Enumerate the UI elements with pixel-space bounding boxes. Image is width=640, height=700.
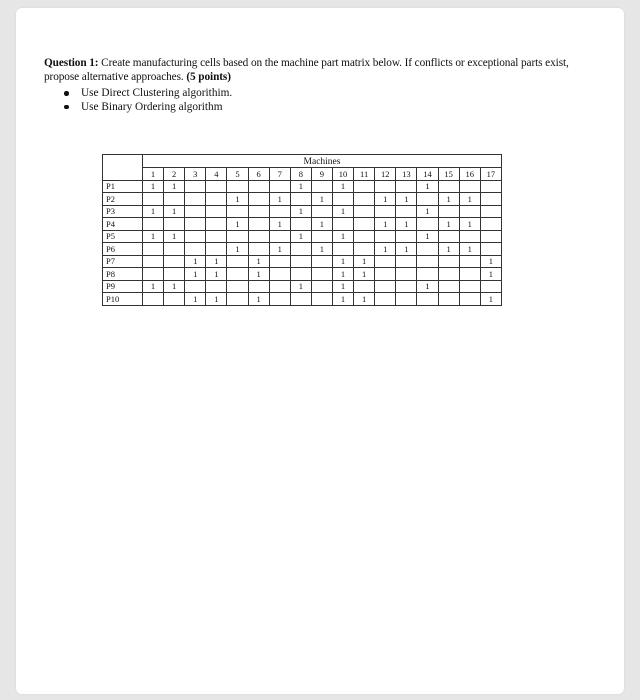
matrix-cell (269, 205, 290, 218)
matrix-cell: 1 (248, 293, 269, 306)
machine-number: 7 (269, 168, 290, 181)
matrix-cell (227, 230, 248, 243)
machine-number: 14 (417, 168, 438, 181)
matrix-cell: 1 (459, 243, 480, 256)
matrix-cell (396, 280, 417, 293)
matrix-cell (396, 293, 417, 306)
matrix-cell (185, 205, 206, 218)
part-label: P7 (103, 255, 143, 268)
matrix-cell (396, 255, 417, 268)
machine-number: 17 (480, 168, 501, 181)
matrix-cell (206, 218, 227, 231)
matrix-cell: 1 (290, 205, 311, 218)
matrix-cell: 1 (417, 230, 438, 243)
part-label: P3 (103, 205, 143, 218)
matrix-cell (396, 230, 417, 243)
matrix-cell (311, 293, 332, 306)
matrix-cell (311, 255, 332, 268)
matrix-cell: 1 (185, 268, 206, 281)
machine-number: 2 (164, 168, 185, 181)
matrix-cell: 1 (164, 180, 185, 193)
matrix-cell: 1 (396, 193, 417, 206)
matrix-cell: 1 (227, 243, 248, 256)
matrix-cell (375, 180, 396, 193)
bullet-icon (64, 91, 69, 96)
matrix-cell (143, 255, 164, 268)
matrix-cell (375, 293, 396, 306)
matrix-cell (206, 280, 227, 293)
matrix-cell (459, 180, 480, 193)
matrix-cell (438, 255, 459, 268)
matrix-cell (185, 230, 206, 243)
matrix-cell (290, 193, 311, 206)
matrix-cell (459, 268, 480, 281)
matrix-cell (311, 280, 332, 293)
matrix-cell (354, 230, 375, 243)
question-points: (5 points) (186, 71, 231, 83)
matrix-cell: 1 (375, 243, 396, 256)
matrix-cell (311, 205, 332, 218)
matrix-cell (417, 243, 438, 256)
table-row (103, 205, 502, 218)
matrix-cell (227, 268, 248, 281)
matrix-cell (227, 180, 248, 193)
matrix-cell (164, 268, 185, 281)
matrix-cell (332, 218, 353, 231)
matrix-cell (290, 218, 311, 231)
machine-number: 3 (185, 168, 206, 181)
matrix-cell: 1 (438, 193, 459, 206)
matrix-cell (438, 180, 459, 193)
question-label: Question 1: (44, 57, 99, 69)
matrix-cell: 1 (354, 293, 375, 306)
matrix-cell (206, 180, 227, 193)
matrix-cell (269, 280, 290, 293)
bullet-icon (64, 105, 69, 110)
matrix-cell (143, 268, 164, 281)
matrix-cell: 1 (354, 268, 375, 281)
matrix-cell: 1 (311, 193, 332, 206)
machine-number: 10 (332, 168, 353, 181)
list-item-text: Use Direct Clustering algorithim. (81, 87, 233, 99)
matrix-cell: 1 (332, 230, 353, 243)
matrix-cell (417, 255, 438, 268)
matrix-cell: 1 (143, 180, 164, 193)
matrix-cell: 1 (354, 255, 375, 268)
machine-number: 5 (227, 168, 248, 181)
matrix-cell: 1 (185, 293, 206, 306)
question-body: Create manufacturing cells based on the machine part matrix below. If conflicts or exceptional parts exist, propose alternative approaches. (44, 57, 569, 83)
matrix-cell (354, 193, 375, 206)
matrix-cell: 1 (332, 280, 353, 293)
matrix-cell (417, 268, 438, 281)
matrix-cell (311, 268, 332, 281)
matrix-cell (480, 180, 501, 193)
matrix-cell (143, 293, 164, 306)
table-row (103, 180, 502, 193)
machine-number: 11 (354, 168, 375, 181)
matrix-cell: 1 (480, 293, 501, 306)
matrix-cell: 1 (290, 280, 311, 293)
matrix-cell: 1 (480, 268, 501, 281)
matrix-cell (206, 243, 227, 256)
part-label: P4 (103, 218, 143, 231)
matrix-cell: 1 (480, 255, 501, 268)
matrix-cell (248, 280, 269, 293)
machines-header: Machines (143, 155, 502, 168)
matrix-cell: 1 (206, 293, 227, 306)
matrix-cell: 1 (206, 255, 227, 268)
matrix-cell: 1 (417, 180, 438, 193)
matrix-cell (438, 293, 459, 306)
table-row (103, 218, 502, 231)
matrix-cell (354, 218, 375, 231)
matrix-cell (206, 193, 227, 206)
matrix-cell (164, 293, 185, 306)
matrix-cell (480, 193, 501, 206)
matrix-cell (459, 293, 480, 306)
matrix-cell (185, 218, 206, 231)
matrix-cell (480, 230, 501, 243)
matrix-cell (480, 205, 501, 218)
matrix-cell (143, 193, 164, 206)
matrix-cell (375, 280, 396, 293)
matrix-cell (354, 280, 375, 293)
matrix-cell (438, 268, 459, 281)
matrix-cell: 1 (185, 255, 206, 268)
matrix-cell: 1 (164, 205, 185, 218)
matrix-cell (227, 293, 248, 306)
matrix-cell (311, 180, 332, 193)
machine-number: 16 (459, 168, 480, 181)
table-row (103, 280, 502, 293)
matrix-cell (164, 255, 185, 268)
matrix-cell (375, 205, 396, 218)
part-label: P9 (103, 280, 143, 293)
matrix-cell (438, 280, 459, 293)
matrix-cell (185, 193, 206, 206)
matrix-cell: 1 (143, 230, 164, 243)
matrix-cell: 1 (438, 243, 459, 256)
matrix-cell: 1 (332, 180, 353, 193)
table-row (103, 230, 502, 243)
machine-number: 1 (143, 168, 164, 181)
matrix-cell (396, 268, 417, 281)
matrix-cell: 1 (248, 268, 269, 281)
matrix-cell (290, 293, 311, 306)
matrix-cell (375, 268, 396, 281)
matrix-cell (248, 218, 269, 231)
table-row (103, 255, 502, 268)
matrix-cell (248, 230, 269, 243)
matrix-cell: 1 (459, 193, 480, 206)
matrix-cell (248, 180, 269, 193)
matrix-cell: 1 (269, 193, 290, 206)
matrix-cell (354, 243, 375, 256)
matrix-cell: 1 (164, 280, 185, 293)
matrix-cell (480, 218, 501, 231)
matrix-cell (332, 193, 353, 206)
matrix-cell (143, 243, 164, 256)
matrix-cell (185, 280, 206, 293)
machine-part-matrix (102, 154, 502, 306)
matrix-cell: 1 (332, 268, 353, 281)
matrix-cell (227, 255, 248, 268)
matrix-cell (417, 193, 438, 206)
matrix-cell (164, 218, 185, 231)
matrix-cell: 1 (227, 218, 248, 231)
matrix-cell: 1 (332, 255, 353, 268)
matrix-cell (354, 180, 375, 193)
matrix-cell (269, 293, 290, 306)
matrix-cell: 1 (311, 243, 332, 256)
table-row (103, 293, 502, 306)
matrix-cell: 1 (332, 205, 353, 218)
matrix-corner-cell (103, 155, 143, 168)
part-label: P1 (103, 180, 143, 193)
matrix-cell: 1 (396, 218, 417, 231)
question-text (44, 56, 574, 84)
matrix-cell (396, 205, 417, 218)
matrix-cell (375, 230, 396, 243)
machine-number: 8 (290, 168, 311, 181)
matrix-cell (417, 218, 438, 231)
matrix-cell: 1 (375, 218, 396, 231)
matrix-cell (185, 180, 206, 193)
matrix-cell: 1 (459, 218, 480, 231)
matrix-cell (164, 243, 185, 256)
machine-number: 4 (206, 168, 227, 181)
machine-number: 6 (248, 168, 269, 181)
matrix-cell (206, 230, 227, 243)
matrix-cell (459, 280, 480, 293)
matrix-cell (269, 255, 290, 268)
matrix-cell (438, 205, 459, 218)
matrix-cell (480, 280, 501, 293)
matrix-cell: 1 (332, 293, 353, 306)
matrix-cell: 1 (143, 205, 164, 218)
matrix-cell: 1 (290, 180, 311, 193)
matrix-cell: 1 (227, 193, 248, 206)
machine-number: 13 (396, 168, 417, 181)
part-label: P6 (103, 243, 143, 256)
list-item (60, 101, 232, 115)
matrix-cell (396, 180, 417, 193)
matrix-cell (248, 243, 269, 256)
matrix-cell (459, 205, 480, 218)
matrix-cell: 1 (206, 268, 227, 281)
matrix-cell (480, 243, 501, 256)
matrix-cell: 1 (396, 243, 417, 256)
matrix-cell (269, 268, 290, 281)
matrix-cell (269, 230, 290, 243)
matrix-cell (311, 230, 332, 243)
matrix-cell: 1 (417, 205, 438, 218)
matrix-cell (164, 193, 185, 206)
matrix-cell: 1 (269, 243, 290, 256)
matrix-cell: 1 (248, 255, 269, 268)
machine-number: 15 (438, 168, 459, 181)
matrix-cell (459, 230, 480, 243)
matrix-cell (227, 205, 248, 218)
matrix-cell: 1 (290, 230, 311, 243)
matrix-cell (143, 218, 164, 231)
matrix-cell (417, 293, 438, 306)
machine-number: 12 (375, 168, 396, 181)
matrix-cell: 1 (164, 230, 185, 243)
table-row (103, 193, 502, 206)
matrix-cell (248, 205, 269, 218)
matrix-cell (290, 255, 311, 268)
list-item-text: Use Binary Ordering algorithm (81, 100, 223, 113)
instruction-list (60, 87, 232, 114)
matrix-cell (332, 243, 353, 256)
matrix-cell: 1 (269, 218, 290, 231)
matrix-cell (290, 268, 311, 281)
matrix-cell (227, 280, 248, 293)
matrix-cell: 1 (143, 280, 164, 293)
matrix-cell (206, 205, 227, 218)
list-item (60, 87, 232, 101)
table-row (103, 268, 502, 281)
matrix-cell: 1 (438, 218, 459, 231)
matrix-cell: 1 (375, 193, 396, 206)
matrix-cell: 1 (417, 280, 438, 293)
part-label: P2 (103, 193, 143, 206)
part-label: P8 (103, 268, 143, 281)
machine-number-row (103, 168, 502, 181)
matrix-cell (269, 180, 290, 193)
matrix-cell: 1 (311, 218, 332, 231)
table-row (103, 243, 502, 256)
matrix-cell (375, 255, 396, 268)
matrix-cell (438, 230, 459, 243)
matrix-cell (459, 255, 480, 268)
matrix-cell (290, 243, 311, 256)
part-label: P10 (103, 293, 143, 306)
matrix-corner-cell (103, 168, 143, 181)
matrix-cell (354, 205, 375, 218)
part-label: P5 (103, 230, 143, 243)
machine-number: 9 (311, 168, 332, 181)
matrix-cell (185, 243, 206, 256)
matrix-cell (248, 193, 269, 206)
